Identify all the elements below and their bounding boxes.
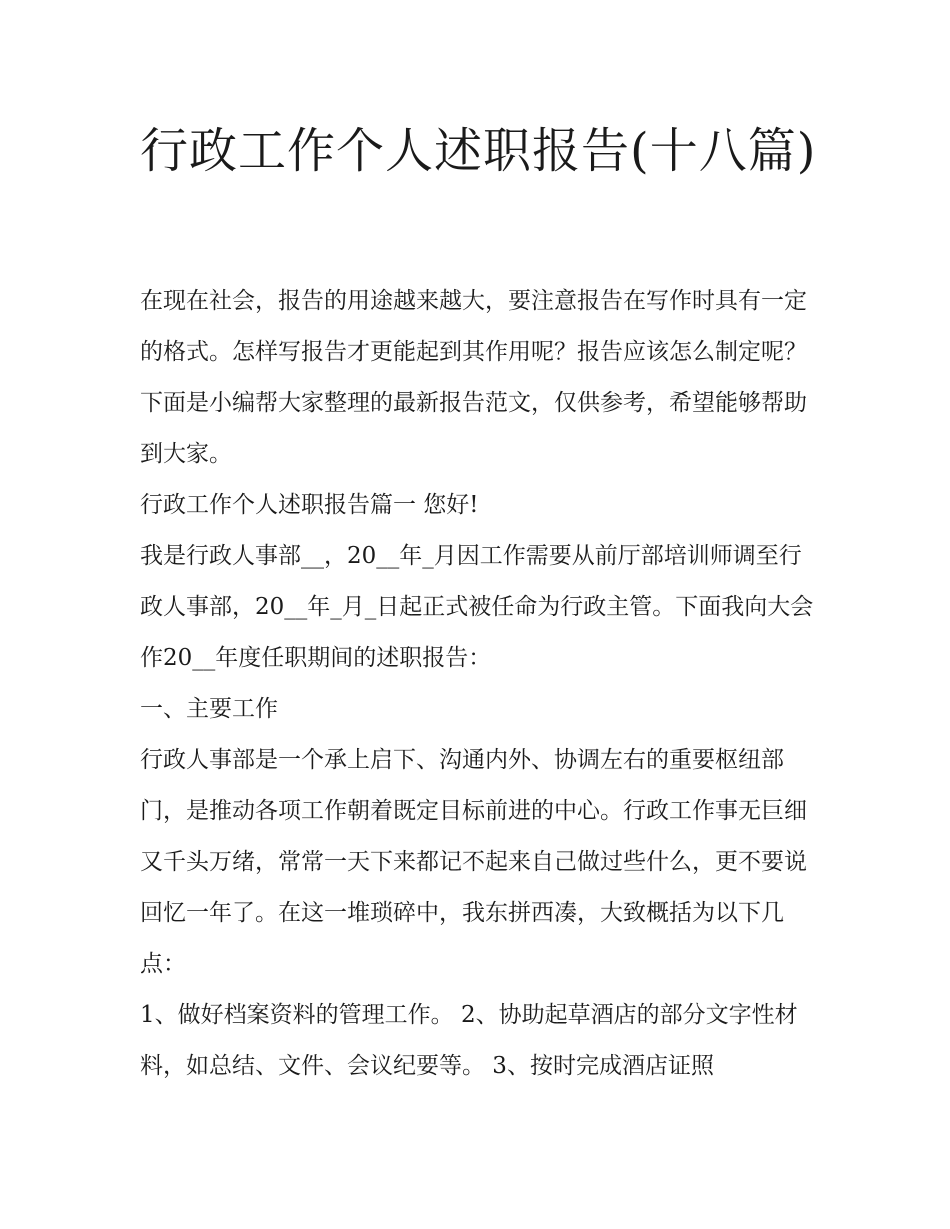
document-title: 行政工作个人述职报告(十八篇) bbox=[140, 123, 817, 179]
main-work-heading: 一、主要工作 bbox=[140, 696, 278, 722]
section-heading-paragraph: 行政工作个人述职报告篇一 您好! bbox=[140, 492, 479, 518]
intro-paragraph: 在现在社会，报告的用途越来越大，要注意报告在写作时具有一定的格式。怎样写报告才更能起到其作用呢？报告应该怎么制定呢？下面是小编帮大家整理的最新报告范文，仅供参考，希望能够帮助到大家。 bbox=[140, 288, 807, 467]
document-body bbox=[140, 276, 820, 1092]
department-description-paragraph: 行政人事部是一个承上启下、沟通内外、协调左右的重要枢纽部门，是推动各项工作朝着既定目标前进的中心。行政工作事无巨细又千头万绪，常常一天下来都记不起来自己做过些什么，更不要说回忆一年了。在这一堆琐碎中，我东拼西凑，大致概括为以下几点： bbox=[140, 747, 807, 977]
self-introduction-paragraph: 我是行政人事部__，20__年_月因工作需要从前厅部培训师调至行政人事部，20__年_月_日起正式被任命为行政主管。下面我向大会作20__年度任职期间的述职报告： bbox=[140, 543, 814, 671]
work-items-paragraph: 1、做好档案资料的管理工作。 2、协助起草酒店的部分文字性材料，如总结、文件、会议纪要等。 3、按时完成酒店证照 bbox=[140, 1002, 798, 1079]
